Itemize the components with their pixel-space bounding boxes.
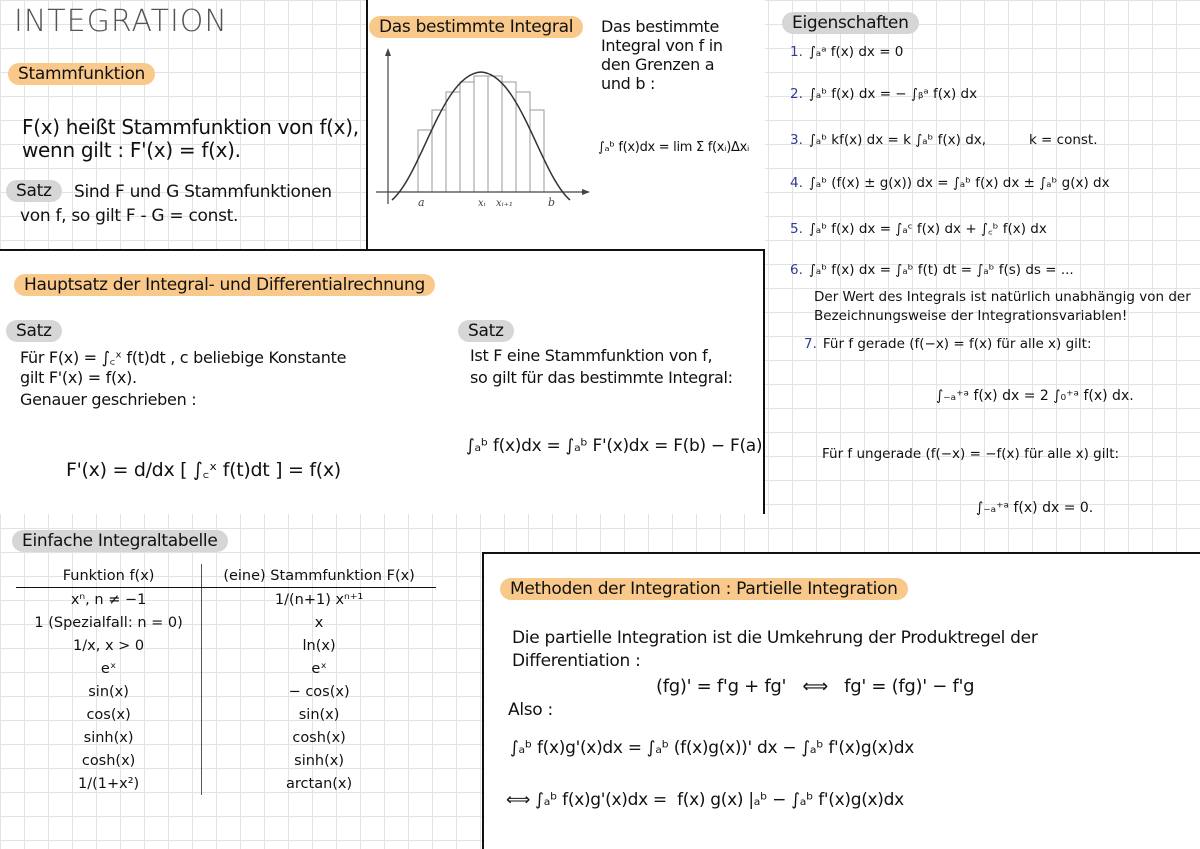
stammfunktion-satz-line2: von f, so gilt F - G = const. [20, 206, 239, 226]
hauptsatz-satz2-formula: ∫ₐᵇ f(x)dx = ∫ₐᵇ F'(x)dx = F(b) − F(a) [466, 436, 763, 456]
stammfunktion-satz-line1: Sind F und G Stammfunktionen [74, 182, 332, 202]
table-cell-F: eˣ [311, 660, 327, 677]
eigenschaft-7-formula: ∫₋ₐ⁺ᵃ f(x) dx = 2 ∫₀⁺ᵃ f(x) dx. [936, 388, 1134, 404]
table-cell-f: 1 (Spezialfall: n = 0) [16, 611, 202, 634]
divider-methoden-left [482, 552, 484, 849]
eigenschaft-3 [790, 132, 1098, 148]
tabelle-heading: Einfache Integraltabelle [12, 530, 228, 552]
table-cell-f: eˣ [16, 657, 202, 680]
hauptsatz-satz1-formula: F'(x) = d/dx [ ∫꜀ˣ f(t)dt ] = f(x) [66, 459, 341, 481]
table-header-row [16, 564, 436, 588]
bestimmtes-integral-text-line3: den Grenzen a [601, 55, 715, 74]
graph-label-b: b [548, 196, 556, 209]
table-cell-F: sinh(x) [294, 752, 345, 769]
eigenschaft-4 [790, 175, 1110, 191]
methoden-heading: Methoden der Integration : Partielle Integration [500, 578, 908, 600]
page-title: INTEGRATION [14, 4, 228, 39]
hauptsatz-heading: Hauptsatz der Integral- und Differentialrechnung [14, 274, 435, 296]
table-row [16, 657, 436, 680]
graph-label-xi: xᵢ [478, 198, 486, 209]
table-cell-F: ln(x) [302, 637, 336, 654]
divider-top-left-vertical [366, 0, 368, 250]
table-header-stammfunktion: (eine) Stammfunktion F(x) [202, 564, 436, 588]
table-row [16, 680, 436, 703]
eigenschaft-5 [790, 219, 1047, 237]
eigenschaften-note-line2: Bezeichnungsweise der Integrationsvariablen! [814, 308, 1128, 324]
table-cell-f: sinh(x) [16, 726, 202, 749]
table-row [16, 634, 436, 657]
eigenschaft-6 [790, 262, 1074, 278]
methoden-line2: Differentiation : [512, 651, 641, 671]
riemann-sum-graph [372, 44, 592, 214]
bestimmtes-integral-text [601, 17, 723, 93]
ungerade-formula: ∫₋ₐ⁺ᵃ f(x) dx = 0. [976, 500, 1094, 516]
stammfunktion-line1: F(x) heißt Stammfunktion von f(x), [22, 115, 359, 139]
graph-label-xi1: xᵢ₊₁ [496, 198, 513, 209]
eigenschaft-2-num: 2. [790, 86, 803, 102]
bestimmtes-integral-formula: ∫ₐᵇ f(x)dx = lim Σ f(xᵢ)Δxᵢ [598, 140, 749, 155]
eigenschaften-note-line1: Der Wert des Integrals ist natürlich unabhängig von der [814, 289, 1191, 305]
eigenschaft-5-text: ∫ₐᵇ f(x) dx = ∫ₐᶜ f(x) dx + ∫꜀ᵇ f(x) dx [808, 221, 1047, 237]
methoden-formula3: ⟺ ∫ₐᵇ f(x)g'(x)dx = f(x) g(x) |ₐᵇ − ∫ₐᵇ f'(x)g(x)dx [506, 790, 904, 810]
table-cell-F: 1/(n+1) xⁿ⁺¹ [274, 591, 364, 608]
eigenschaft-1 [790, 44, 903, 60]
eigenschaft-6-text: ∫ₐᵇ f(x) dx = ∫ₐᵇ f(t) dt = ∫ₐᵇ f(s) ds = ... [808, 262, 1074, 278]
integral-table [16, 564, 436, 795]
eigenschaft-1-text: ∫ₐᵃ f(x) dx = 0 [808, 44, 904, 60]
eigenschaft-7-num: 7. [804, 336, 817, 352]
table-cell-F: cosh(x) [292, 729, 346, 746]
bestimmtes-integral-heading: Das bestimmte Integral [369, 16, 583, 38]
table-row [16, 588, 436, 612]
hauptsatz-satz2-label: Satz [458, 320, 514, 342]
eigenschaft-3-num: 3. [790, 132, 803, 148]
hauptsatz-satz2-line1: Ist F eine Stammfunktion von f, [470, 346, 713, 365]
ungerade-text: Für f ungerade (f(−x) = −f(x) für alle x) gilt: [822, 446, 1120, 462]
methoden-formula1: (fg)' = f'g + fg' ⟺ fg' = (fg)' − f'g [656, 676, 975, 697]
table-cell-F: arctan(x) [286, 775, 353, 792]
hauptsatz-satz1-line2: gilt F'(x) = f(x). [20, 368, 137, 387]
eigenschaft-2 [790, 86, 977, 102]
eigenschaft-6-num: 6. [790, 262, 803, 278]
eigenschaften-heading: Eigenschaften [782, 12, 919, 34]
eigenschaft-4-num: 4. [790, 175, 803, 191]
table-cell-f: xⁿ, n ≠ −1 [16, 588, 202, 612]
table-row [16, 703, 436, 726]
divider-horizontal-middle [0, 249, 765, 251]
hauptsatz-satz2-line2: so gilt für das bestimmte Integral: [470, 368, 733, 387]
eigenschaft-2-text: ∫ₐᵇ f(x) dx = − ∫ᵦᵃ f(x) dx [808, 86, 978, 102]
table-cell-F: − cos(x) [288, 683, 350, 700]
table-cell-f: cosh(x) [16, 749, 202, 772]
table-row [16, 772, 436, 795]
table-cell-f: 1/x, x > 0 [16, 634, 202, 657]
table-cell-f: sin(x) [16, 680, 202, 703]
bestimmtes-integral-text-line2: Integral von f in [601, 36, 723, 55]
table-cell-f: 1/(1+x²) [16, 772, 202, 795]
graph-label-a: a [418, 196, 425, 209]
stammfunktion-line2: wenn gilt : F'(x) = f(x). [22, 138, 241, 162]
bestimmtes-integral-text-line1: Das bestimmte [601, 17, 719, 36]
table-row [16, 749, 436, 772]
stammfunktion-satz-label: Satz [6, 180, 62, 202]
eigenschaft-5-num: 5. [790, 221, 803, 237]
methoden-formula2: ∫ₐᵇ f(x)g'(x)dx = ∫ₐᵇ (f(x)g(x))' dx − ∫ₐᵇ f'(x)g(x)dx [510, 738, 915, 758]
hauptsatz-satz1-line1: Für F(x) = ∫꜀ˣ f(t)dt , c beliebige Konstante [20, 348, 347, 367]
methoden-also: Also : [508, 700, 553, 720]
methoden-line1: Die partielle Integration ist die Umkehrung der Produktregel der [512, 628, 1038, 648]
eigenschaft-4-text: ∫ₐᵇ (f(x) ± g(x)) dx = ∫ₐᵇ f(x) dx ± ∫ₐᵇ g(x) dx [808, 175, 1110, 191]
table-cell-F: sin(x) [298, 706, 340, 723]
hauptsatz-satz1-label: Satz [6, 320, 62, 342]
divider-middle-vertical [763, 249, 765, 514]
table-header-funktion: Funktion f(x) [16, 564, 202, 588]
table-cell-F: x [314, 614, 324, 631]
bestimmtes-integral-text-line4: und b : [601, 74, 656, 93]
eigenschaft-1-num: 1. [790, 44, 803, 60]
divider-methoden-top [482, 552, 1200, 554]
hauptsatz-satz1-line3: Genauer geschrieben : [20, 390, 197, 409]
eigenschaft-3-text: ∫ₐᵇ kf(x) dx = k ∫ₐᵇ f(x) dx, k = const. [808, 132, 1098, 148]
eigenschaft-7 [804, 336, 1092, 352]
eigenschaft-7-text: Für f gerade (f(−x) = f(x) für alle x) gilt: [822, 336, 1092, 352]
stammfunktion-heading: Stammfunktion [8, 63, 155, 85]
table-row [16, 611, 436, 634]
table-row [16, 726, 436, 749]
table-cell-f: cos(x) [16, 703, 202, 726]
